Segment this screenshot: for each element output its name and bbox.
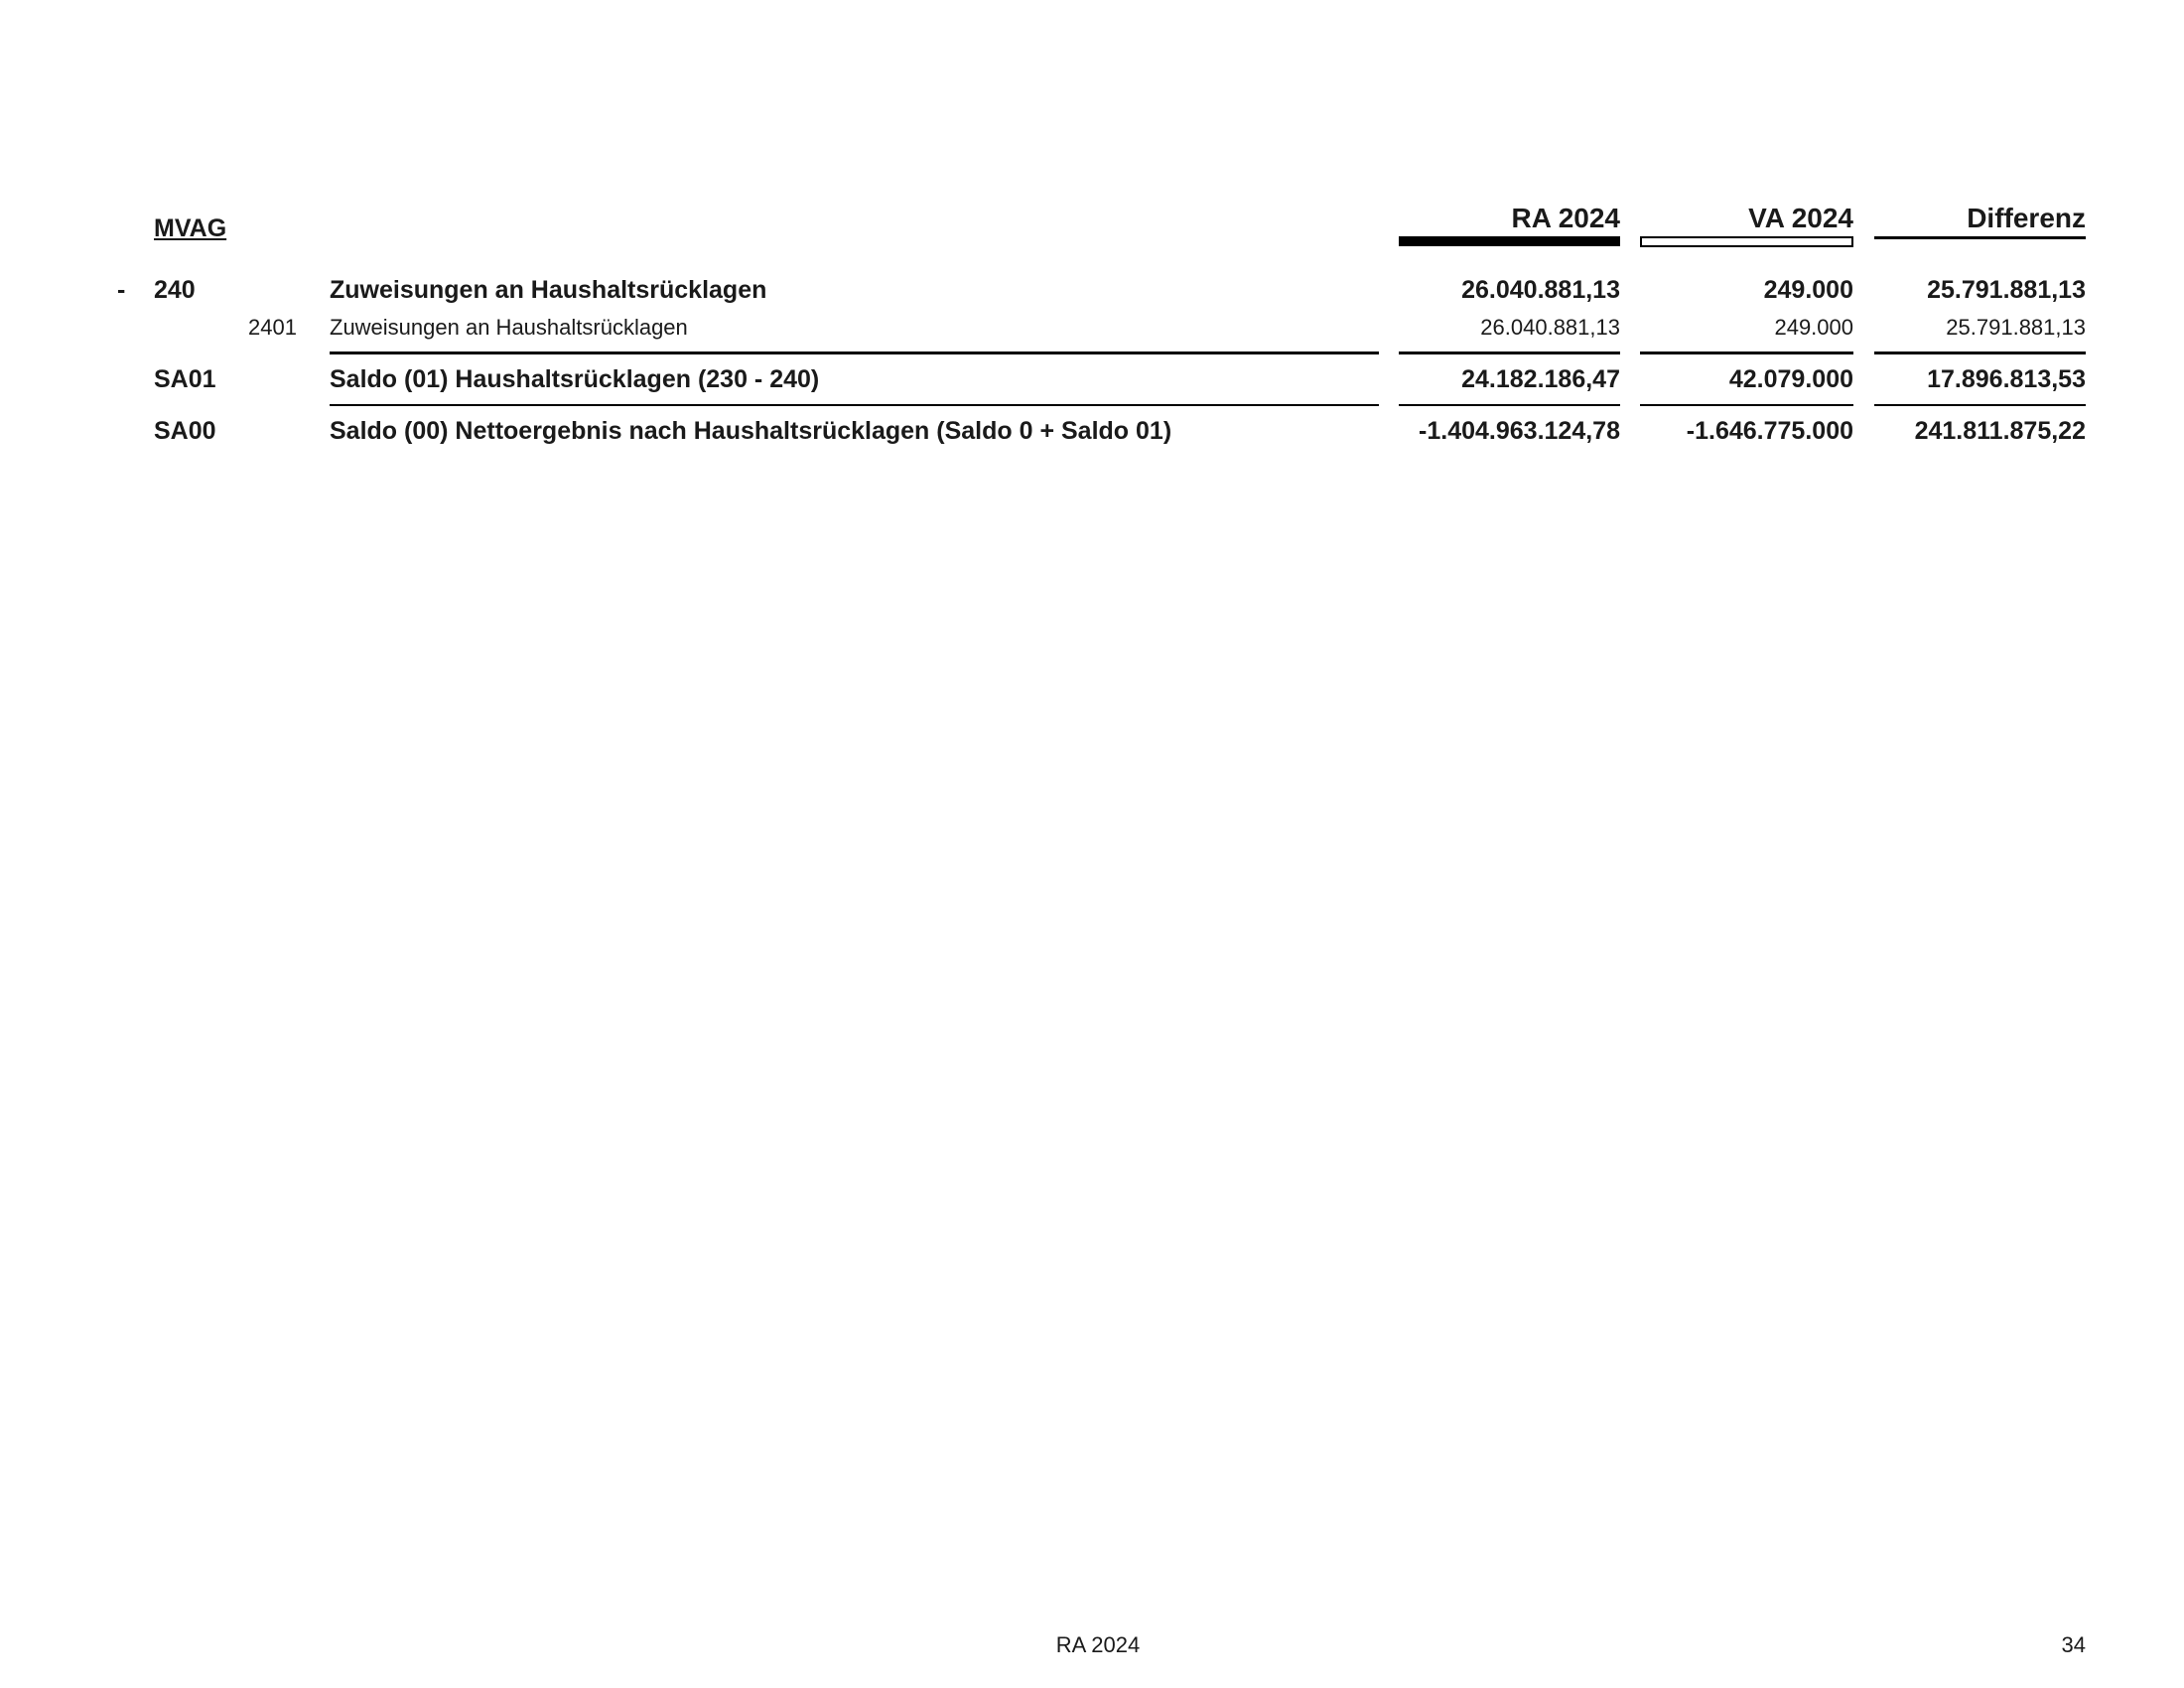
row-code: 240 — [154, 276, 196, 304]
divider — [1640, 352, 1853, 354]
row-value-differenz: 17.896.813,53 — [1927, 365, 2086, 393]
row-label: Saldo (01) Haushaltsrücklagen (230 - 240) — [330, 365, 820, 393]
row-value-differenz: 25.791.881,13 — [1946, 315, 2086, 340]
row-value-ra: -1.404.963.124,78 — [1419, 417, 1620, 445]
divider — [1640, 404, 1853, 406]
row-sign: - — [117, 276, 126, 304]
row-value-va: 249.000 — [1774, 315, 1853, 340]
row-code: SA00 — [154, 417, 216, 445]
col-header-differenz: Differenz — [1967, 203, 2086, 233]
row-value-differenz: 241.811.875,22 — [1914, 417, 2086, 445]
divider — [330, 404, 1379, 406]
row-label: Zuweisungen an Haushaltsrücklagen — [330, 315, 688, 340]
row-label: Saldo (00) Nettoergebnis nach Haushaltsrücklagen (Saldo 0 + Saldo 01) — [330, 417, 1172, 445]
row-label: Zuweisungen an Haushaltsrücklagen — [330, 276, 767, 304]
col-header-ra-2024: RA 2024 — [1511, 203, 1620, 233]
row-value-va: 249.000 — [1763, 276, 1853, 304]
row-value-ra: 26.040.881,13 — [1461, 276, 1620, 304]
row-sub-code: 2401 — [248, 315, 297, 340]
divider — [1399, 404, 1620, 406]
divider — [1874, 352, 2086, 354]
row-code: SA01 — [154, 365, 216, 393]
divider — [1399, 352, 1620, 354]
page-number: 34 — [2061, 1632, 2086, 1657]
row-value-differenz: 25.791.881,13 — [1927, 276, 2086, 304]
row-value-va: -1.646.775.000 — [1686, 417, 1853, 445]
divider — [330, 352, 1379, 354]
footer-title: RA 2024 — [1055, 1632, 1141, 1657]
row-value-va: 42.079.000 — [1728, 365, 1853, 393]
row-value-ra: 26.040.881,13 — [1480, 315, 1620, 340]
col-header-va-2024: VA 2024 — [1748, 203, 1853, 233]
va-column-marker — [1640, 236, 1853, 247]
differenz-column-marker — [1874, 236, 2086, 239]
mvag-header: MVAG — [154, 214, 227, 242]
ra-column-marker — [1399, 236, 1620, 246]
row-value-ra: 24.182.186,47 — [1461, 365, 1620, 393]
divider — [1874, 404, 2086, 406]
